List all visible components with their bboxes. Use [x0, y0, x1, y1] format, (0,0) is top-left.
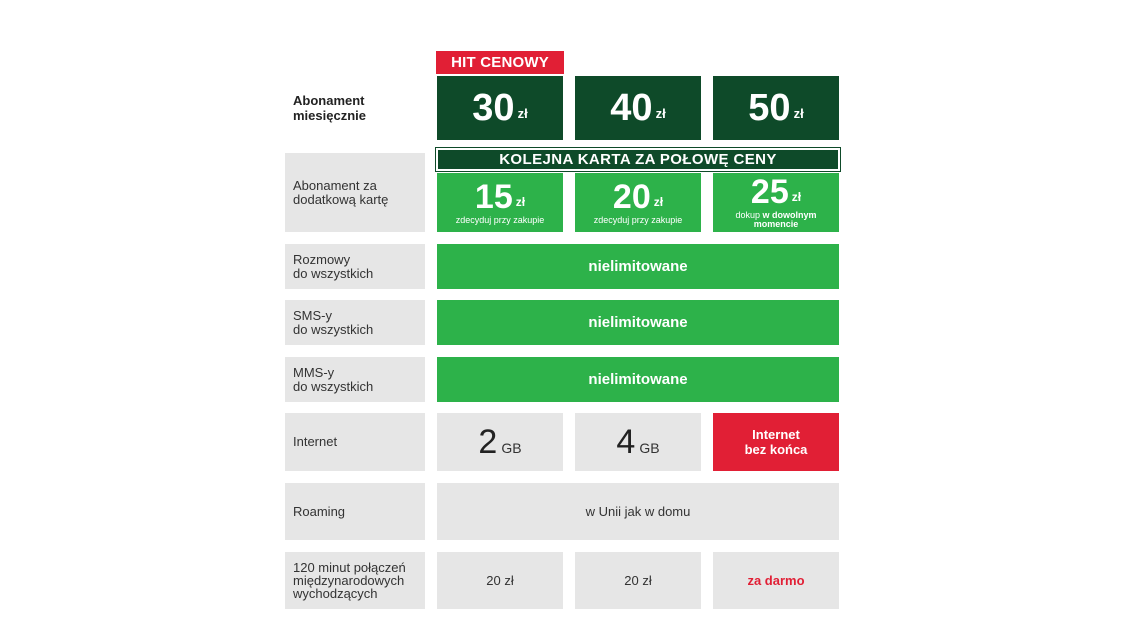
row-label-internet: Internet	[285, 413, 425, 471]
unlimited-text: nielimitowane	[588, 314, 688, 331]
intl-price-3	[713, 552, 839, 609]
roaming-text: w Unii jak w domu	[585, 504, 691, 519]
internet-unlimited-text: Internet bez końca	[744, 427, 808, 457]
addon-note-plain: dokup	[735, 210, 763, 220]
intl-price-1	[437, 552, 563, 609]
addon-price-15[interactable]	[437, 173, 563, 232]
intl-price-text: 20 zł	[486, 573, 514, 588]
internet-4gb[interactable]	[575, 413, 701, 471]
addon-price-20[interactable]	[575, 173, 701, 232]
half-price-band: KOLEJNA KARTA ZA POŁOWĘ CENY	[436, 148, 840, 171]
addon-note	[731, 211, 821, 229]
calls-unlimited	[437, 244, 839, 289]
internet-value: 2	[478, 422, 498, 461]
addon-note: zdecyduj przy zakupie	[455, 214, 545, 225]
intl-price-2	[575, 552, 701, 609]
addon-price	[474, 177, 526, 216]
addon-price	[750, 173, 802, 211]
row-label-roaming: Roaming	[285, 483, 425, 540]
addon-unit: zł	[515, 194, 526, 209]
price-unit: zł	[793, 105, 804, 121]
row-label-mms: MMS-y do wszystkich	[285, 357, 425, 402]
addon-note: zdecyduj przy zakupie	[593, 214, 683, 225]
addon-price-25[interactable]	[713, 173, 839, 232]
internet-unlimited[interactable]	[713, 413, 839, 471]
unlimited-text: nielimitowane	[588, 258, 688, 275]
internet-unit: GB	[639, 440, 660, 456]
monthly-price-50[interactable]	[713, 76, 839, 140]
monthly-price-30[interactable]	[437, 76, 563, 140]
internet-2gb[interactable]	[437, 413, 563, 471]
roaming-value	[437, 483, 839, 540]
price-unit: zł	[517, 105, 528, 121]
row-label-addon: Abonament za dodatkową kartę	[285, 153, 425, 232]
sms-unlimited	[437, 300, 839, 345]
addon-value: 15	[474, 177, 513, 216]
price-value: 30	[472, 87, 515, 129]
addon-unit: zł	[791, 190, 802, 204]
addon-price	[612, 177, 664, 216]
internet-value: 4	[616, 422, 636, 461]
intl-free-text: za darmo	[747, 573, 805, 588]
price-value: 40	[610, 87, 653, 129]
hit-badge: HIT CENOWY	[436, 51, 564, 74]
mms-unlimited	[437, 357, 839, 402]
row-label-monthly: Abonament miesięcznie	[293, 93, 366, 123]
monthly-price-40[interactable]	[575, 76, 701, 140]
intl-price-text: 20 zł	[624, 573, 652, 588]
price-unit: zł	[655, 105, 666, 121]
row-label-intl: 120 minut połączeń międzynarodowych wychodzących	[285, 552, 425, 609]
price-value: 50	[748, 87, 791, 129]
addon-note-bold: w dowolnym momencie	[753, 210, 817, 229]
unlimited-text: nielimitowane	[588, 371, 688, 388]
addon-unit: zł	[653, 194, 664, 209]
addon-value: 20	[612, 177, 651, 216]
row-label-sms: SMS-y do wszystkich	[285, 300, 425, 345]
internet-unit: GB	[501, 440, 522, 456]
addon-value: 25	[750, 173, 789, 211]
row-label-calls: Rozmowy do wszystkich	[285, 244, 425, 289]
